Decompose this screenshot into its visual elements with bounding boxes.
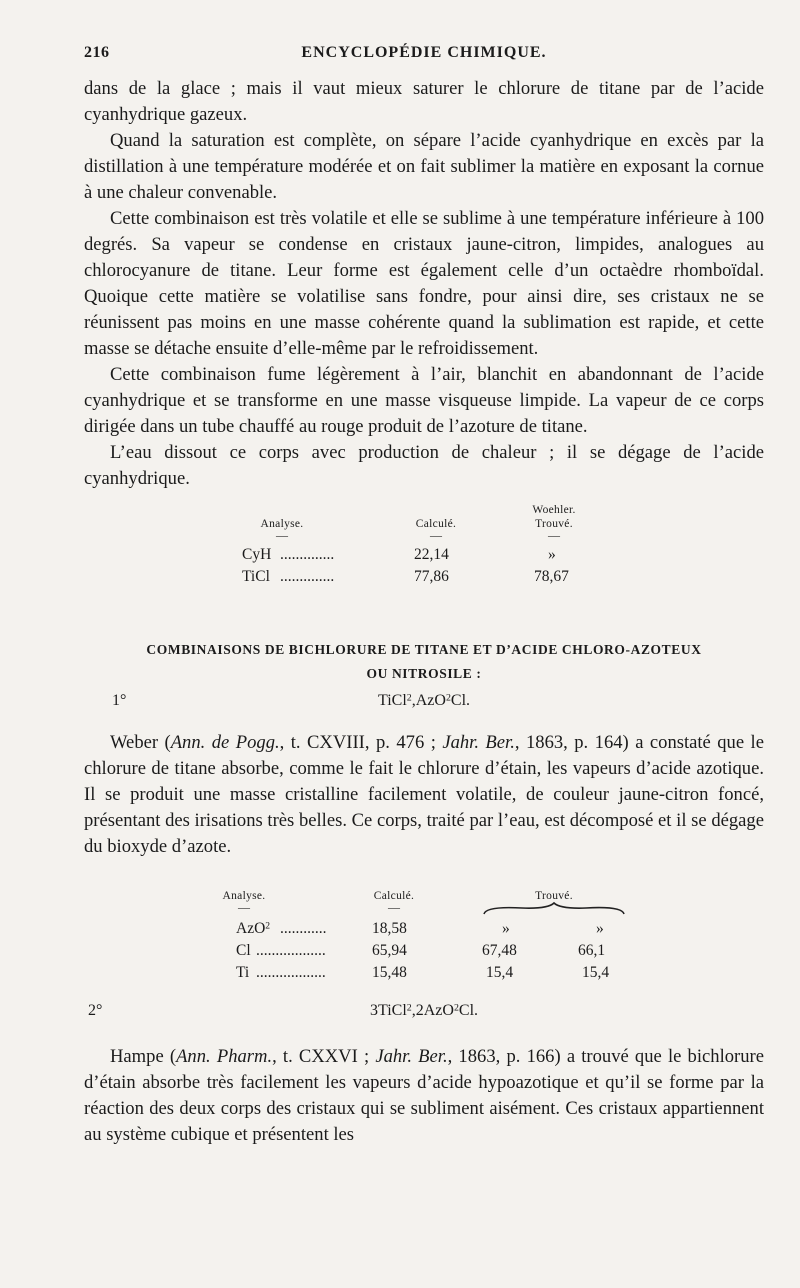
formula-number: 2°: [88, 1002, 103, 1019]
row-label: TiCl: [242, 568, 270, 585]
formula-text: 3TiCl$^2$,2AzO$^2$Cl.: [369, 1002, 479, 1019]
body-text-top: [84, 76, 764, 492]
row-label: AzO$^2$: [236, 920, 271, 937]
row-calcule: 18,58: [372, 920, 407, 937]
row-trouve-2: 66,1: [578, 942, 606, 959]
row-trouve: »: [548, 546, 556, 563]
paragraph: Quand la saturation est complète, on sépare l’acide cyanhydrique en excès par la distillation à une température modérée et on fait sublimer la matière en exposant la cornue à une chaleur convenable.: [84, 130, 764, 203]
formula-2: [84, 1002, 764, 1030]
row-trouve: 78,67: [534, 568, 569, 585]
row-dots: ..............: [280, 546, 335, 563]
row-calcule: 77,86: [414, 568, 449, 585]
row-dots: ..................: [256, 964, 326, 981]
row-trouve-1: 15,4: [486, 964, 514, 981]
row-label: Ti: [236, 964, 250, 981]
formula-number: 1°: [112, 692, 127, 709]
running-header: [84, 44, 764, 72]
row-dots: ............: [280, 920, 327, 937]
row-dots: ..............: [280, 568, 335, 585]
row-trouve-2: »: [596, 920, 604, 937]
paragraph: L’eau dissout ce corps avec production de chaleur ; il se dégage de l’acide cyanhydrique.: [84, 442, 764, 489]
brace-icon: [482, 902, 626, 916]
paragraph: Cette combinaison fume légèrement à l’air, blanchit en abandonnant de l’acide cyanhydrique et se transforme en une masse visqueuse limpide. La vapeur de ce corps dirigée dans un tube chauffé au rouge produit de l’azoture de titane.: [84, 364, 764, 437]
running-title: ENCYCLOPÉDIE CHIMIQUE.: [301, 44, 547, 61]
row-dots: ..................: [256, 942, 326, 959]
paragraph: Cette combinaison est très volatile et elle se sublime à une température inférieure à 100 degrés. Sa vapeur se condense en cristaux jaune-citron, limpides, analogues au chlorocyanure de titane. Leur forme est également celle d’un octaèdre rhomboïdal. Quoique cette matière se volatilise sans fondre, pour ainsi dire, ses cristaux ne se réunissent pas moins en une masse cohérente quand la sublimation est rapide, et cette masse se détache ensuite d’elle-même par le refroidissement.: [84, 208, 764, 359]
paragraph-hampe: Hampe (Ann. Pharm., t. CXXVI ; Jahr. Ber., 1863, p. 166) a trouvé que le bichlorure d’étain absorbe très facilement les vapeurs d’acide hypoazotique et qu’il se forme par la réaction des deux corps des cristaux qui se subliment aisément. Ces cristaux appartiennent au système cubique et présentent les: [84, 1046, 764, 1145]
paragraph: dans de la glace ; mais il vaut mieux saturer le chlorure de titane par de l’acide cyanhydrique gazeux.: [84, 78, 764, 125]
formula-text: TiCl$^2$,AzO$^2$Cl.: [377, 692, 471, 709]
header-dash: —: [388, 900, 400, 914]
header-calcule: Calculé.: [415, 518, 457, 530]
header-calcule: Calculé.: [373, 890, 415, 902]
analysis-table-2: [84, 890, 764, 998]
header-dash: —: [276, 528, 288, 542]
row-trouve-2: 15,4: [582, 964, 610, 981]
header-trouve: Trouvé.: [535, 518, 573, 530]
analysis-table-1: [84, 502, 764, 608]
section-title-line-1: COMBINAISONS DE BICHLORURE DE TITANE ET D’ACIDE CHLORO-AZOTEUX: [146, 642, 702, 657]
header-trouve: Trouvé.: [535, 890, 573, 902]
row-calcule: 22,14: [414, 546, 449, 563]
section-title-line-2: OU NITROSILE :: [366, 666, 482, 681]
row-calcule: 15,48: [372, 964, 407, 981]
section-heading: [84, 638, 764, 686]
page-number: 216: [84, 44, 110, 61]
formula-1: [84, 692, 764, 720]
page: [84, 44, 764, 1148]
paragraph-weber: Weber (Ann. de Pogg., t. CXVIII, p. 476 ; Jahr. Ber., 1863, p. 164) a constaté que le chlorure de titane absorbe, comme le fait le chlorure d’étain, les vapeurs d’acide azotique. Il se produit une masse cristalline facilement volatile, de couleur jaune-citron foncé, présentant des irisations très belles. Ce corps, traité par l’eau, est décomposé et il se dégage du bioxyde d’azote.: [84, 732, 764, 857]
row-label: Cl: [236, 942, 251, 959]
header-dash: —: [548, 528, 560, 542]
row-label: CyH: [242, 546, 272, 563]
header-dash: —: [430, 528, 442, 542]
header-dash: —: [238, 900, 250, 914]
header-analyse: Analyse.: [260, 518, 304, 530]
row-trouve-1: »: [502, 920, 510, 937]
header-analyse: Analyse.: [222, 890, 266, 902]
row-calcule: 65,94: [372, 942, 407, 959]
row-trouve-1: 67,48: [482, 942, 517, 959]
header-woehler: Woehler.: [532, 504, 576, 516]
